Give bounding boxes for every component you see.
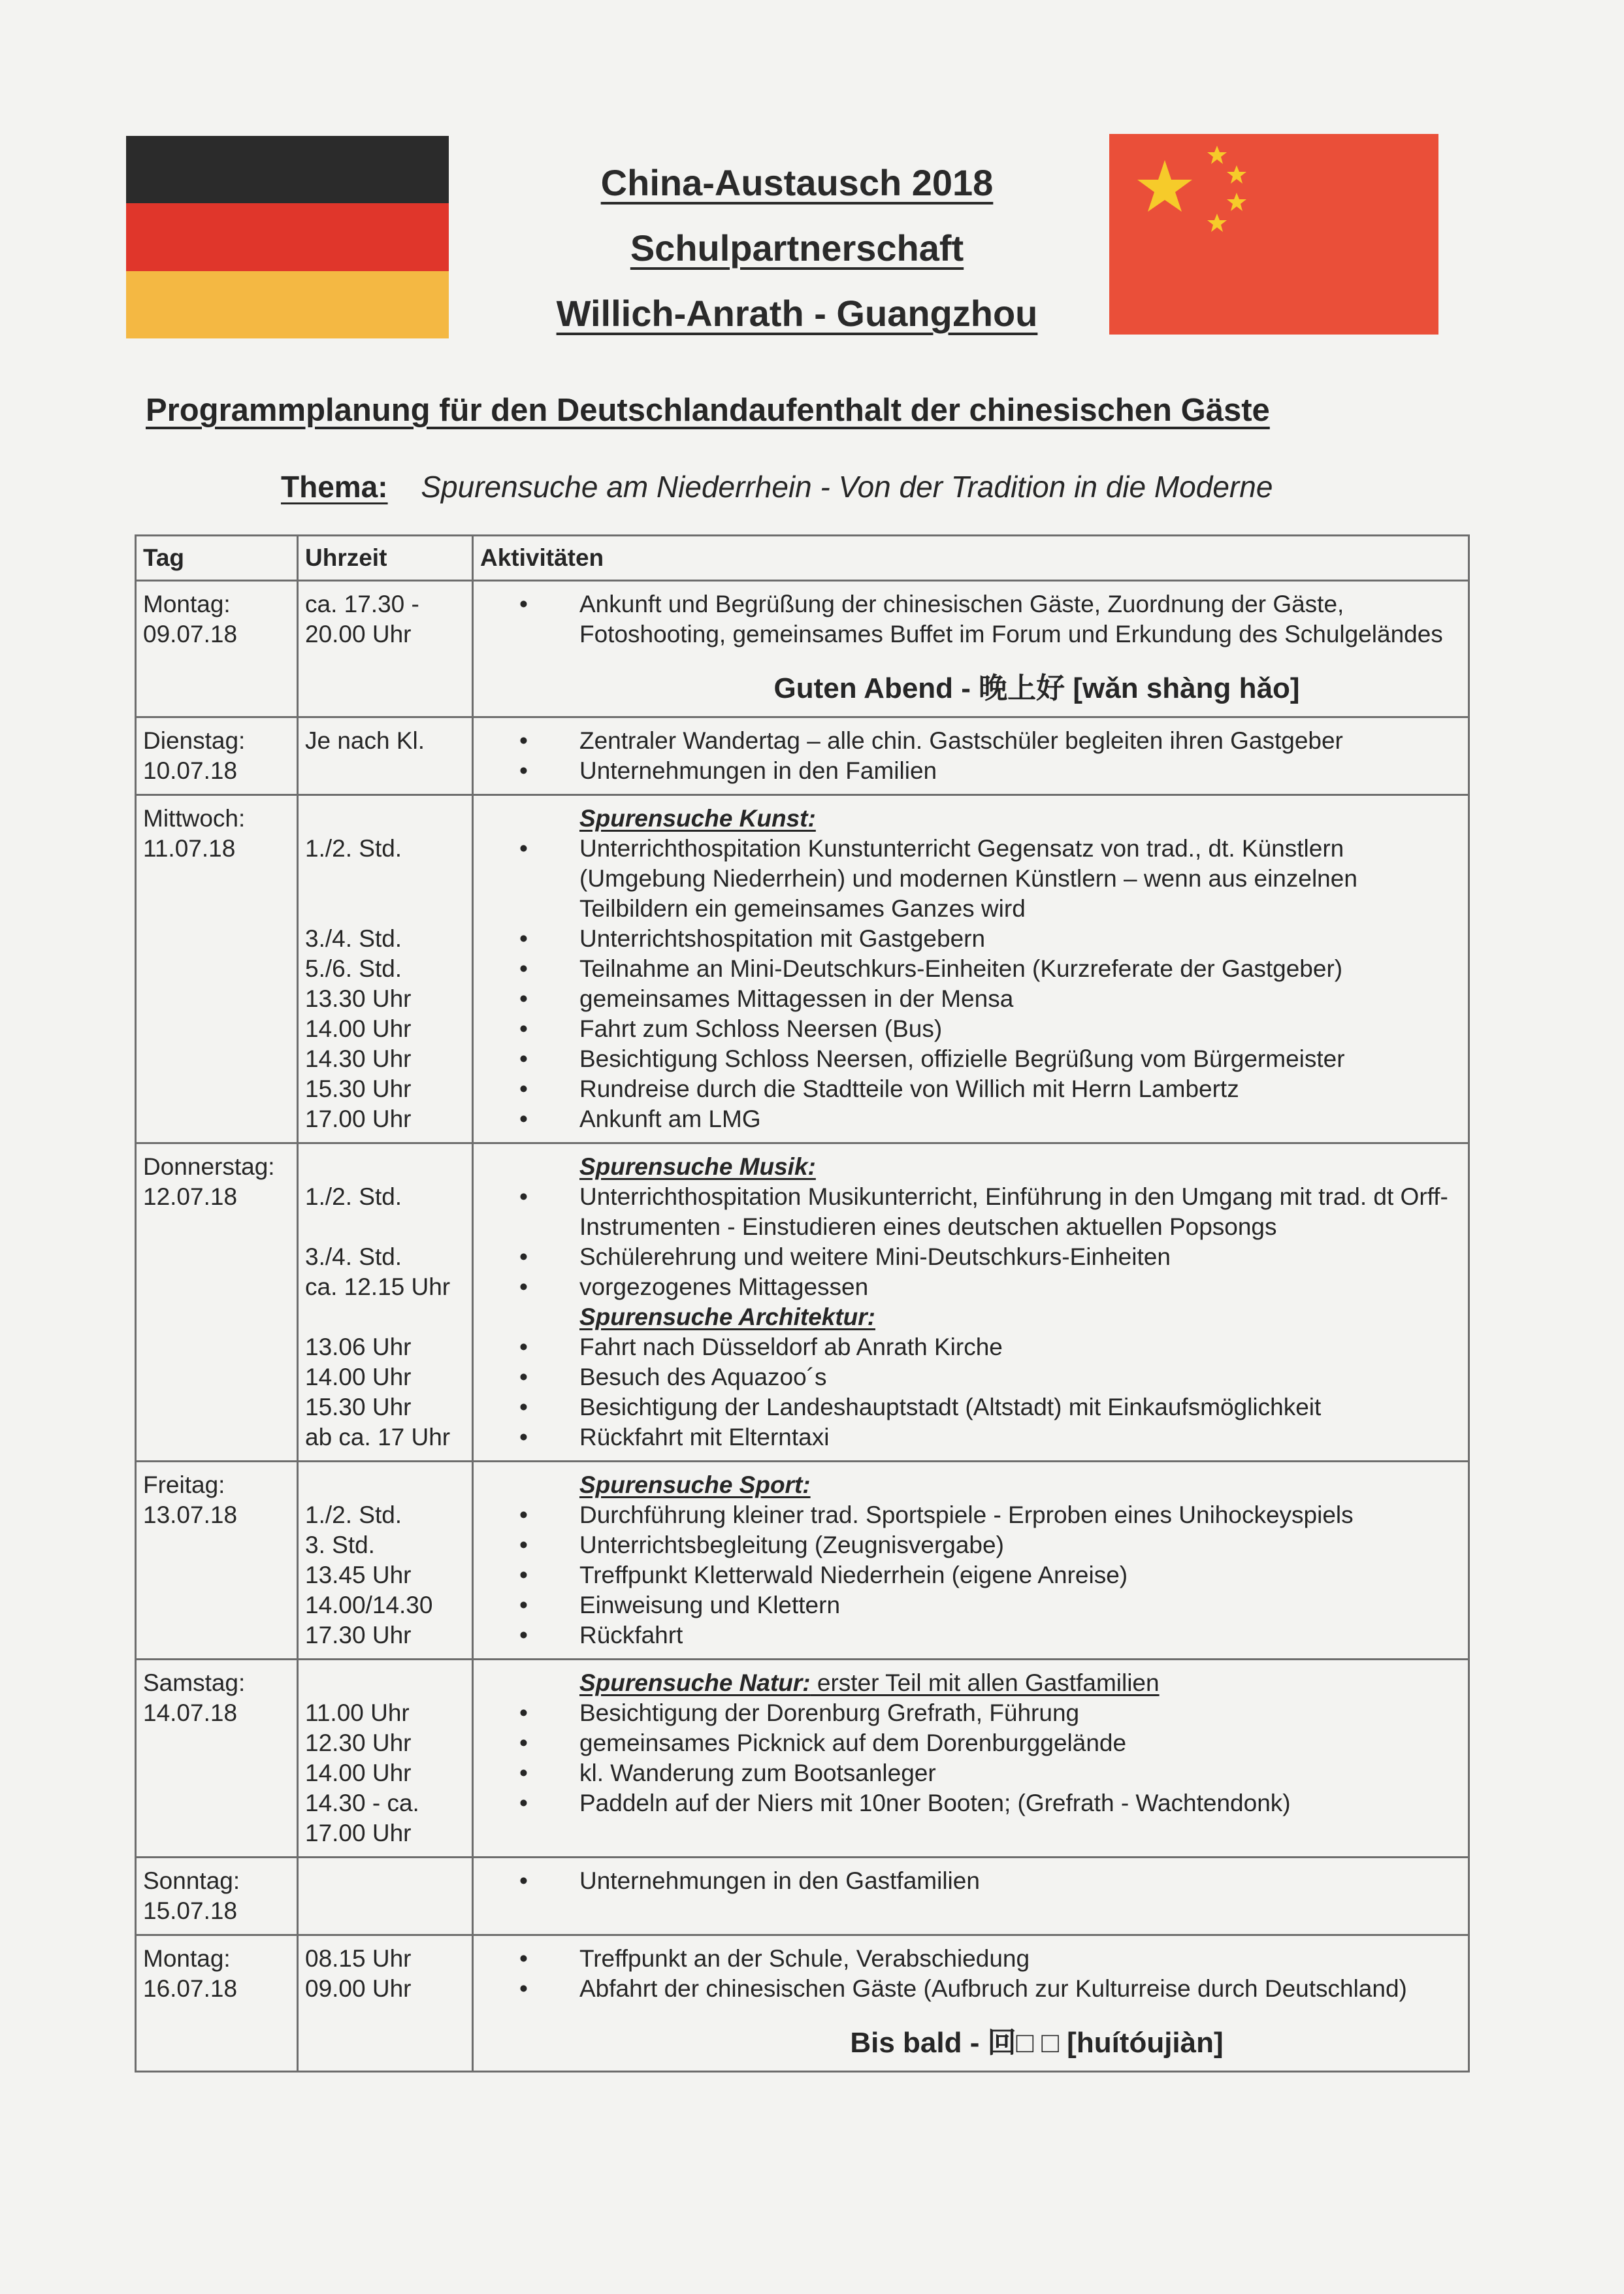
time-cell	[298, 795, 473, 1143]
day-cell	[136, 717, 298, 795]
time-slot	[305, 1470, 466, 1500]
small-star-icon	[1227, 193, 1246, 211]
activity-item: • Zentraler Wandertag – alle chin. Gastschüler begleiten ihren Gastgeber	[480, 726, 1463, 756]
activity-item: • Rückfahrt mit Elterntaxi	[480, 1422, 1463, 1452]
activity-list	[480, 1866, 1463, 1896]
activities-cell	[473, 1462, 1469, 1660]
time-cell	[298, 1660, 473, 1858]
activity-item: • Fahrt nach Düsseldorf ab Anrath Kirche	[480, 1332, 1463, 1362]
day-cell	[136, 1660, 298, 1858]
day-cell	[136, 1143, 298, 1462]
section-heading	[480, 1470, 1463, 1500]
activity-item: • Rückfahrt	[480, 1620, 1463, 1650]
day-name: Donnerstag:	[143, 1153, 275, 1180]
german-flag	[126, 136, 449, 338]
section-heading-text: Spurensuche Sport:	[579, 1471, 811, 1498]
time-cell	[298, 1143, 473, 1462]
time-slot: 12.30 Uhr	[305, 1729, 412, 1756]
table-row	[136, 1660, 1469, 1858]
day-date: 16.07.18	[143, 1975, 238, 2002]
day-name: Montag:	[143, 591, 231, 617]
activity-item: • vorgezogenes Mittagessen	[480, 1272, 1463, 1302]
time-slot: 17.00 Uhr	[305, 1106, 412, 1132]
column-header-time: Uhrzeit	[298, 536, 473, 581]
time-slot: 13.06 Uhr	[305, 1334, 412, 1360]
theme-value: Spurensuche am Niederrhein - Von der Tradition in die Moderne	[421, 470, 1273, 504]
title-line: Willich-Anrath - Guangzhou	[556, 293, 1038, 334]
activity-item: • Treffpunkt Kletterwald Niederrhein (eigene Anreise)	[480, 1560, 1463, 1590]
day-date: 10.07.18	[143, 757, 238, 784]
time-cell	[298, 1462, 473, 1660]
day-name: Montag:	[143, 1945, 231, 1972]
table-row	[136, 795, 1469, 1143]
activity-item: • Durchführung kleiner trad. Sportspiele - Erproben eines Unihockeyspiels	[480, 1500, 1463, 1530]
section-heading-text: Spurensuche Kunst:	[579, 805, 816, 832]
greeting-text: Bis bald - 回□ □ [huítóujiàn]	[850, 2027, 1224, 2059]
activity-item: • Unterrichtshospitation mit Gastgebern	[480, 924, 1463, 954]
column-header-activities: Aktivitäten	[473, 536, 1469, 581]
time-slot: 14.30 - ca.	[305, 1790, 419, 1816]
time-cell	[298, 717, 473, 795]
time-slot: ca. 17.30 -	[305, 591, 419, 617]
flag-stripe-black	[126, 136, 449, 203]
activity-item: • Schülerehrung und weitere Mini-Deutschkurs-Einheiten	[480, 1242, 1463, 1272]
activity-item: • gemeinsames Picknick auf dem Dorenburggelände	[480, 1728, 1463, 1758]
day-date: 15.07.18	[143, 1897, 238, 1924]
day-cell	[136, 795, 298, 1143]
time-slot: 3./4. Std.	[305, 1243, 402, 1270]
day-name: Sonntag:	[143, 1867, 240, 1894]
time-slot: 13.30 Uhr	[305, 985, 412, 1012]
activities-cell	[473, 1858, 1469, 1935]
time-slot: 1./2. Std.	[305, 1183, 402, 1210]
activity-list	[480, 1698, 1463, 1818]
day-date: 09.07.18	[143, 621, 238, 647]
activity-list	[480, 1332, 1463, 1452]
title-line: Schulpartnerschaft	[630, 227, 964, 269]
activity-item: • gemeinsames Mittagessen in der Mensa	[480, 984, 1463, 1014]
section-heading-note: erster Teil mit allen Gastfamilien	[810, 1669, 1160, 1696]
time-slot	[305, 894, 466, 924]
activity-item: • Ankunft und Begrüßung der chinesischen Gäste, Zuordnung der Gäste, Fotoshooting, gemeinsames Buffet im Forum und Erkundung des Schulgeländes	[480, 589, 1463, 649]
section-heading	[480, 804, 1463, 834]
activity-list	[480, 1182, 1463, 1302]
time-slot	[305, 864, 466, 894]
activities-cell	[473, 581, 1469, 717]
activity-item: • kl. Wanderung zum Bootsanleger	[480, 1758, 1463, 1788]
time-slot: 14.00/14.30	[305, 1592, 433, 1618]
time-cell	[298, 581, 473, 717]
time-slot: 3. Std.	[305, 1532, 375, 1558]
small-star-icon	[1207, 214, 1227, 232]
time-slot: Je nach Kl.	[305, 727, 425, 754]
activity-item: • Teilnahme an Mini-Deutschkurs-Einheiten (Kurzreferate der Gastgeber)	[480, 954, 1463, 984]
time-slot: 20.00 Uhr	[305, 621, 412, 647]
theme-label: Thema:	[281, 470, 388, 504]
flag-stripe-red	[126, 203, 449, 270]
time-slot	[305, 1302, 466, 1332]
theme-line	[281, 469, 1273, 504]
day-date: 12.07.18	[143, 1183, 238, 1210]
section-heading: Spurensuche Architektur:	[579, 1303, 875, 1330]
day-date: 11.07.18	[143, 835, 236, 862]
time-cell	[298, 1935, 473, 2072]
activity-list	[480, 1944, 1463, 2004]
table-header-row	[136, 536, 1469, 581]
time-slot	[305, 1152, 466, 1182]
time-slot: 09.00 Uhr	[305, 1975, 412, 2002]
time-slot: 08.15 Uhr	[305, 1945, 412, 1972]
time-slot: 11.00 Uhr	[305, 1699, 410, 1726]
small-star-icon	[1227, 165, 1246, 184]
time-slot: 1./2. Std.	[305, 1501, 402, 1528]
time-slot: 14.00 Uhr	[305, 1015, 412, 1042]
activity-item: • Rundreise durch die Stadtteile von Willich mit Herrn Lambertz	[480, 1074, 1463, 1104]
day-name: Samstag:	[143, 1669, 246, 1696]
time-slot: 1./2. Std.	[305, 835, 402, 862]
activity-item: • Besichtigung der Landeshauptstadt (Altstadt) mit Einkaufsmöglichkeit	[480, 1392, 1463, 1422]
activities-cell	[473, 1660, 1469, 1858]
flag-stripe-gold	[126, 271, 449, 338]
activity-item: • Paddeln auf der Niers mit 10ner Booten; (Grefrath - Wachtendonk)	[480, 1788, 1463, 1818]
activities-cell	[473, 1143, 1469, 1462]
section-heading	[480, 1152, 1463, 1182]
document-title	[457, 150, 1137, 346]
activities-cell	[473, 795, 1469, 1143]
program-subtitle: Programmplanung für den Deutschlandaufenthalt der chinesischen Gäste	[146, 393, 1270, 428]
time-slot: 3./4. Std.	[305, 925, 402, 952]
activity-item: • Besichtigung Schloss Neersen, offizielle Begrüßung vom Bürgermeister	[480, 1044, 1463, 1074]
section-heading	[480, 1668, 1463, 1698]
activity-list	[480, 834, 1463, 1134]
day-date: 14.07.18	[143, 1699, 238, 1726]
activity-item: • Unterrichtsbegleitung (Zeugnisvergabe)	[480, 1530, 1463, 1560]
activity-item: • Treffpunkt an der Schule, Verabschiedung	[480, 1944, 1463, 1974]
activity-item: • Abfahrt der chinesischen Gäste (Aufbruch zur Kulturreise durch Deutschland)	[480, 1974, 1463, 2004]
time-slot: 14.30 Uhr	[305, 1045, 412, 1072]
time-slot: ca. 12.15 Uhr	[305, 1273, 451, 1300]
activity-item: • Unternehmungen in den Familien	[480, 756, 1463, 786]
time-slot: 17.30 Uhr	[305, 1622, 412, 1648]
large-star-icon	[1137, 160, 1192, 212]
chinese-flag	[1109, 134, 1438, 335]
title-line: China-Austausch 2018	[600, 162, 994, 203]
section-heading-text: Spurensuche Natur:	[579, 1669, 811, 1696]
activity-item: • Ankunft am LMG	[480, 1104, 1463, 1134]
time-slot: 14.00 Uhr	[305, 1364, 412, 1390]
activity-list	[480, 589, 1463, 649]
day-cell	[136, 581, 298, 717]
activity-item: • Einweisung und Klettern	[480, 1590, 1463, 1620]
activity-item: • Besichtigung der Dorenburg Grefrath, Führung	[480, 1698, 1463, 1728]
activity-item: • Unterrichthospitation Musikunterricht, Einführung in den Umgang mit trad. dt Orff-Instrumenten - Einstudieren eines deutschen aktuellen Popsongs	[480, 1182, 1463, 1242]
day-date: 13.07.18	[143, 1501, 238, 1528]
day-cell	[136, 1935, 298, 2072]
time-slot: 13.45 Uhr	[305, 1562, 412, 1588]
activity-item: • Fahrt zum Schloss Neersen (Bus)	[480, 1014, 1463, 1044]
time-slot: 15.30 Uhr	[305, 1394, 412, 1420]
day-name: Freitag:	[143, 1471, 225, 1498]
activity-item: • Unterrichthospitation Kunstunterricht Gegensatz von trad., dt. Künstlern (Umgebung Niederrhein) und modernen Künstlern – wenn aus einzelnen Teilbildern ein gemeinsames Ganzes wird	[480, 834, 1463, 924]
activities-cell	[473, 1935, 1469, 2072]
time-slot	[305, 1668, 466, 1698]
table-row	[136, 717, 1469, 795]
program-body	[136, 581, 1469, 2072]
time-slot	[305, 804, 466, 834]
greeting-text: Guten Abend - 晚上好 [wǎn shàng hǎo]	[773, 672, 1300, 704]
time-slot: 17.00 Uhr	[305, 1820, 412, 1846]
section-heading-text: Spurensuche Musik:	[579, 1153, 816, 1180]
program-table	[135, 534, 1470, 2073]
activity-list	[480, 1500, 1463, 1650]
activities-cell	[473, 717, 1469, 795]
day-cell	[136, 1462, 298, 1660]
table-row	[136, 1462, 1469, 1660]
small-star-icon	[1207, 146, 1227, 164]
day-cell	[136, 1858, 298, 1935]
activity-list	[480, 726, 1463, 786]
column-header-day: Tag	[136, 536, 298, 581]
day-name: Mittwoch:	[143, 805, 246, 832]
time-slot: 5./6. Std.	[305, 955, 402, 982]
activity-item: • Besuch des Aquazoo´s	[480, 1362, 1463, 1392]
time-slot: ab ca. 17 Uhr	[305, 1424, 451, 1450]
time-slot: 15.30 Uhr	[305, 1075, 412, 1102]
activity-item: • Unternehmungen in den Gastfamilien	[480, 1866, 1463, 1896]
table-row	[136, 581, 1469, 717]
day-name: Dienstag:	[143, 727, 246, 754]
table-row	[136, 1143, 1469, 1462]
time-slot	[305, 1212, 466, 1242]
time-slot: 14.00 Uhr	[305, 1760, 412, 1786]
time-cell	[298, 1858, 473, 1935]
table-row	[136, 1935, 1469, 2072]
table-row	[136, 1858, 1469, 1935]
